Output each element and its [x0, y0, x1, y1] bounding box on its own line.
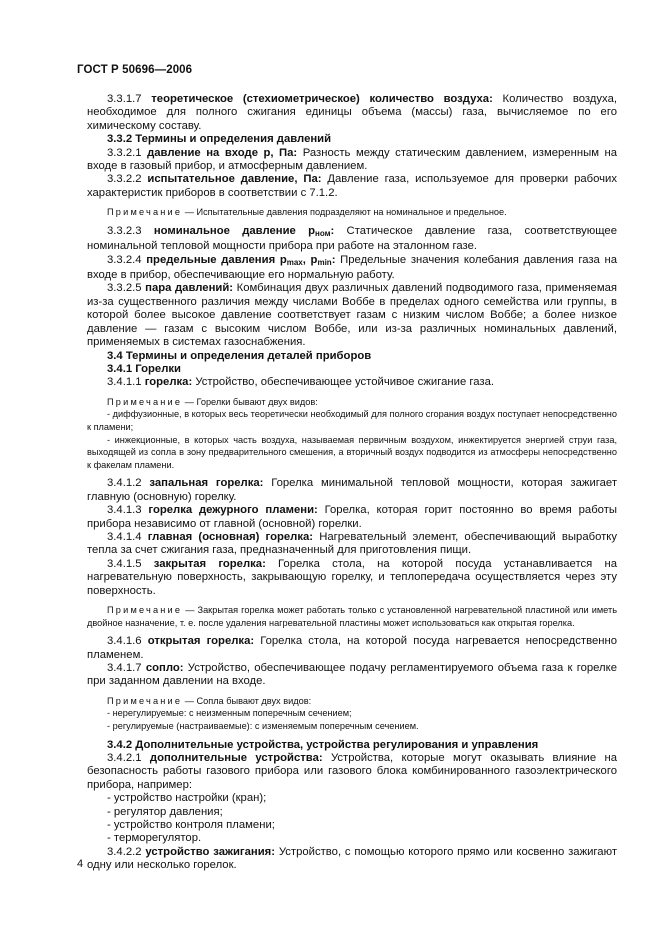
clause-3-4-1-2: 3.4.1.2 запальная горелка: Горелка минимальной тепловой мощности, которая зажигает главную (основную) горелку.	[87, 477, 617, 503]
page-content	[87, 93, 617, 873]
section-heading-3-4-1: 3.4.1 Горелки	[107, 362, 181, 375]
clause-3-3-1-7: 3.3.1.7 теоретическое (стехиометрическое) количество воздуха: Количество воздуха, необходимое для полного сжигания единицы объема (массы) газа, вычисляемое по его химическому составу.	[87, 93, 617, 132]
note-burner-types: Примечание — Горелки бывают двух видов: - диффузионные, в которых весь теоретически необходимый для полного сгорания воздух поступает непосредственно к пламени; - инжекционные, в которых часть воздуха, называемая первичным воздухом, инжектируется энергией струи газа, выходящей из сопла в зону предварительного смешения, а вторичный воздух подводится из атмосферы непосредственно к факелам пламени.	[87, 396, 617, 470]
clause-3-3-2-4: 3.3.2.4 предельные давления $p_{max}$, $p_{min}$: Предельные значения колебания давления газа на входе в прибор, обеспечивающие его нормальную работу.	[87, 253, 618, 282]
page-number: 4	[77, 858, 84, 870]
note-list-item: - диффузионные, в которых весь теоретически необходимый для полного сгорания воздух поступает непосредственно к пламени;	[87, 409, 617, 432]
standard-header: ГОСТ Р 50696—2006	[77, 64, 193, 76]
note-closed-burner: Примечание — Закрытая горелка может работать только с установленной нагревательной пластиной или иметь двойное назначение, т. е. после удаления нагревательной пластины может использоваться как открытая горелка.	[87, 604, 617, 628]
section-heading-3-3-2: 3.3.2 Термины и определения давлений	[107, 133, 332, 146]
section-heading-3-4: 3.4 Термины и определения деталей приборов	[107, 349, 372, 362]
clause-3-3-2-3: 3.3.2.3 номинальное давление $p_{ном}$: Статическое давление газа, соответствующее номинальной тепловой мощности прибора при работе на эталонном газе.	[87, 224, 617, 253]
clause-3-4-1-4: 3.4.1.4 главная (основная) горелка: Нагревательный элемент, обеспечивающий выработку тепла за счет сжигания газа, предназначенный для приготовления пищи.	[87, 530, 618, 557]
note-nozzle-types: Примечание — Сопла бывают двух видов: - нерегулируемые: с неизменным поперечным сечением; - регулируемые (настраиваемые): с изменяемым поперечным сечением.	[87, 695, 617, 733]
section-heading-3-4-2: 3.4.2 Дополнительные устройства, устройства регулирования и управления	[107, 738, 539, 751]
clause-3-4-1-5: 3.4.1.5 закрытая горелка: Горелка стола, на которой посуда устанавливается на нагревательную поверхность, закрывающую горелку, и теплопередача осуществляется через эту поверхность.	[87, 557, 617, 597]
clause-3-3-2-5: 3.3.2.5 пара давлений: Комбинация двух различных давлений подводимого газа, применяемая из-за существенного различия между числами Воббе в пределах одного семейства или группы, в которой более высокое давление соответствует газам с низким числом Воббе; а более низкое давление — газам с высоким числом Воббе, или из-за различных номинальных давлений, применяемых в системах газоснабжения.	[87, 282, 618, 349]
clause-3-3-2-1: 3.3.2.1 давление на входе p, Па: Разность между статическим давлением, измеренным на входе в газовый прибор, и атмосферным давлением.	[87, 146, 617, 173]
note-list-item: - регулируемые (настраиваемые): с изменяемым поперечным сечением.	[107, 720, 419, 731]
clause-3-4-1-7: 3.4.1.7 сопло: Устройство, обеспечивающее подачу регламентируемого объема газа к горелке при заданном давлении на входе.	[87, 661, 618, 688]
list-item: - терморегулятор.	[107, 832, 202, 845]
note-list-item: - инжекционные, в которых часть воздуха, называемая первичным воздухом, инжектируется энергией струи газа, выходящей из сопла в зону предварительного смешения, а вторичный воздух подводится из атмосферы непосредственно к факелам пламени.	[87, 434, 617, 470]
list-item: - устройство контроля пламени;	[107, 818, 275, 831]
device-list	[87, 792, 617, 846]
note-list-item: - нерегулируемые: с неизменным поперечным сечением;	[107, 708, 352, 719]
clause-3-4-2-2: 3.4.2.2 устройство зажигания: Устройство, с помощью которого прямо или косвенно зажигают одну или несколько горелок.	[87, 845, 617, 872]
note-test-pressures: Примечание — Испытательные давления подразделяют на номинальное и предельное.	[107, 207, 507, 218]
list-item: - устройство настройки (кран);	[107, 792, 267, 805]
clause-3-4-2-1: 3.4.2.1 дополнительные устройства: Устройства, которые могут оказывать влияние на безопасность работы газового прибора или газового блока комбинированного газоэлектрического прибора, например:	[87, 751, 618, 791]
clause-3-3-2-2: 3.3.2.2 испытательное давление, Па: Давление газа, используемое для проверки рабочих характеристик приборов в соответствии с 7.1.2.	[87, 173, 617, 199]
list-item: - регулятор давления;	[107, 805, 223, 818]
clause-3-4-1-1: 3.4.1.1 горелка: Устройство, обеспечивающее устойчивое сжигание газа.	[107, 376, 494, 389]
clause-3-4-1-3: 3.4.1.3 горелка дежурного пламени: Горелка, которая горит постоянно во время работы прибора независимо от главной (основной) горелки.	[87, 504, 618, 530]
clause-3-4-1-6: 3.4.1.6 открытая горелка: Горелка стола, на которой посуда нагревается непосредственно пламенем.	[87, 635, 618, 661]
